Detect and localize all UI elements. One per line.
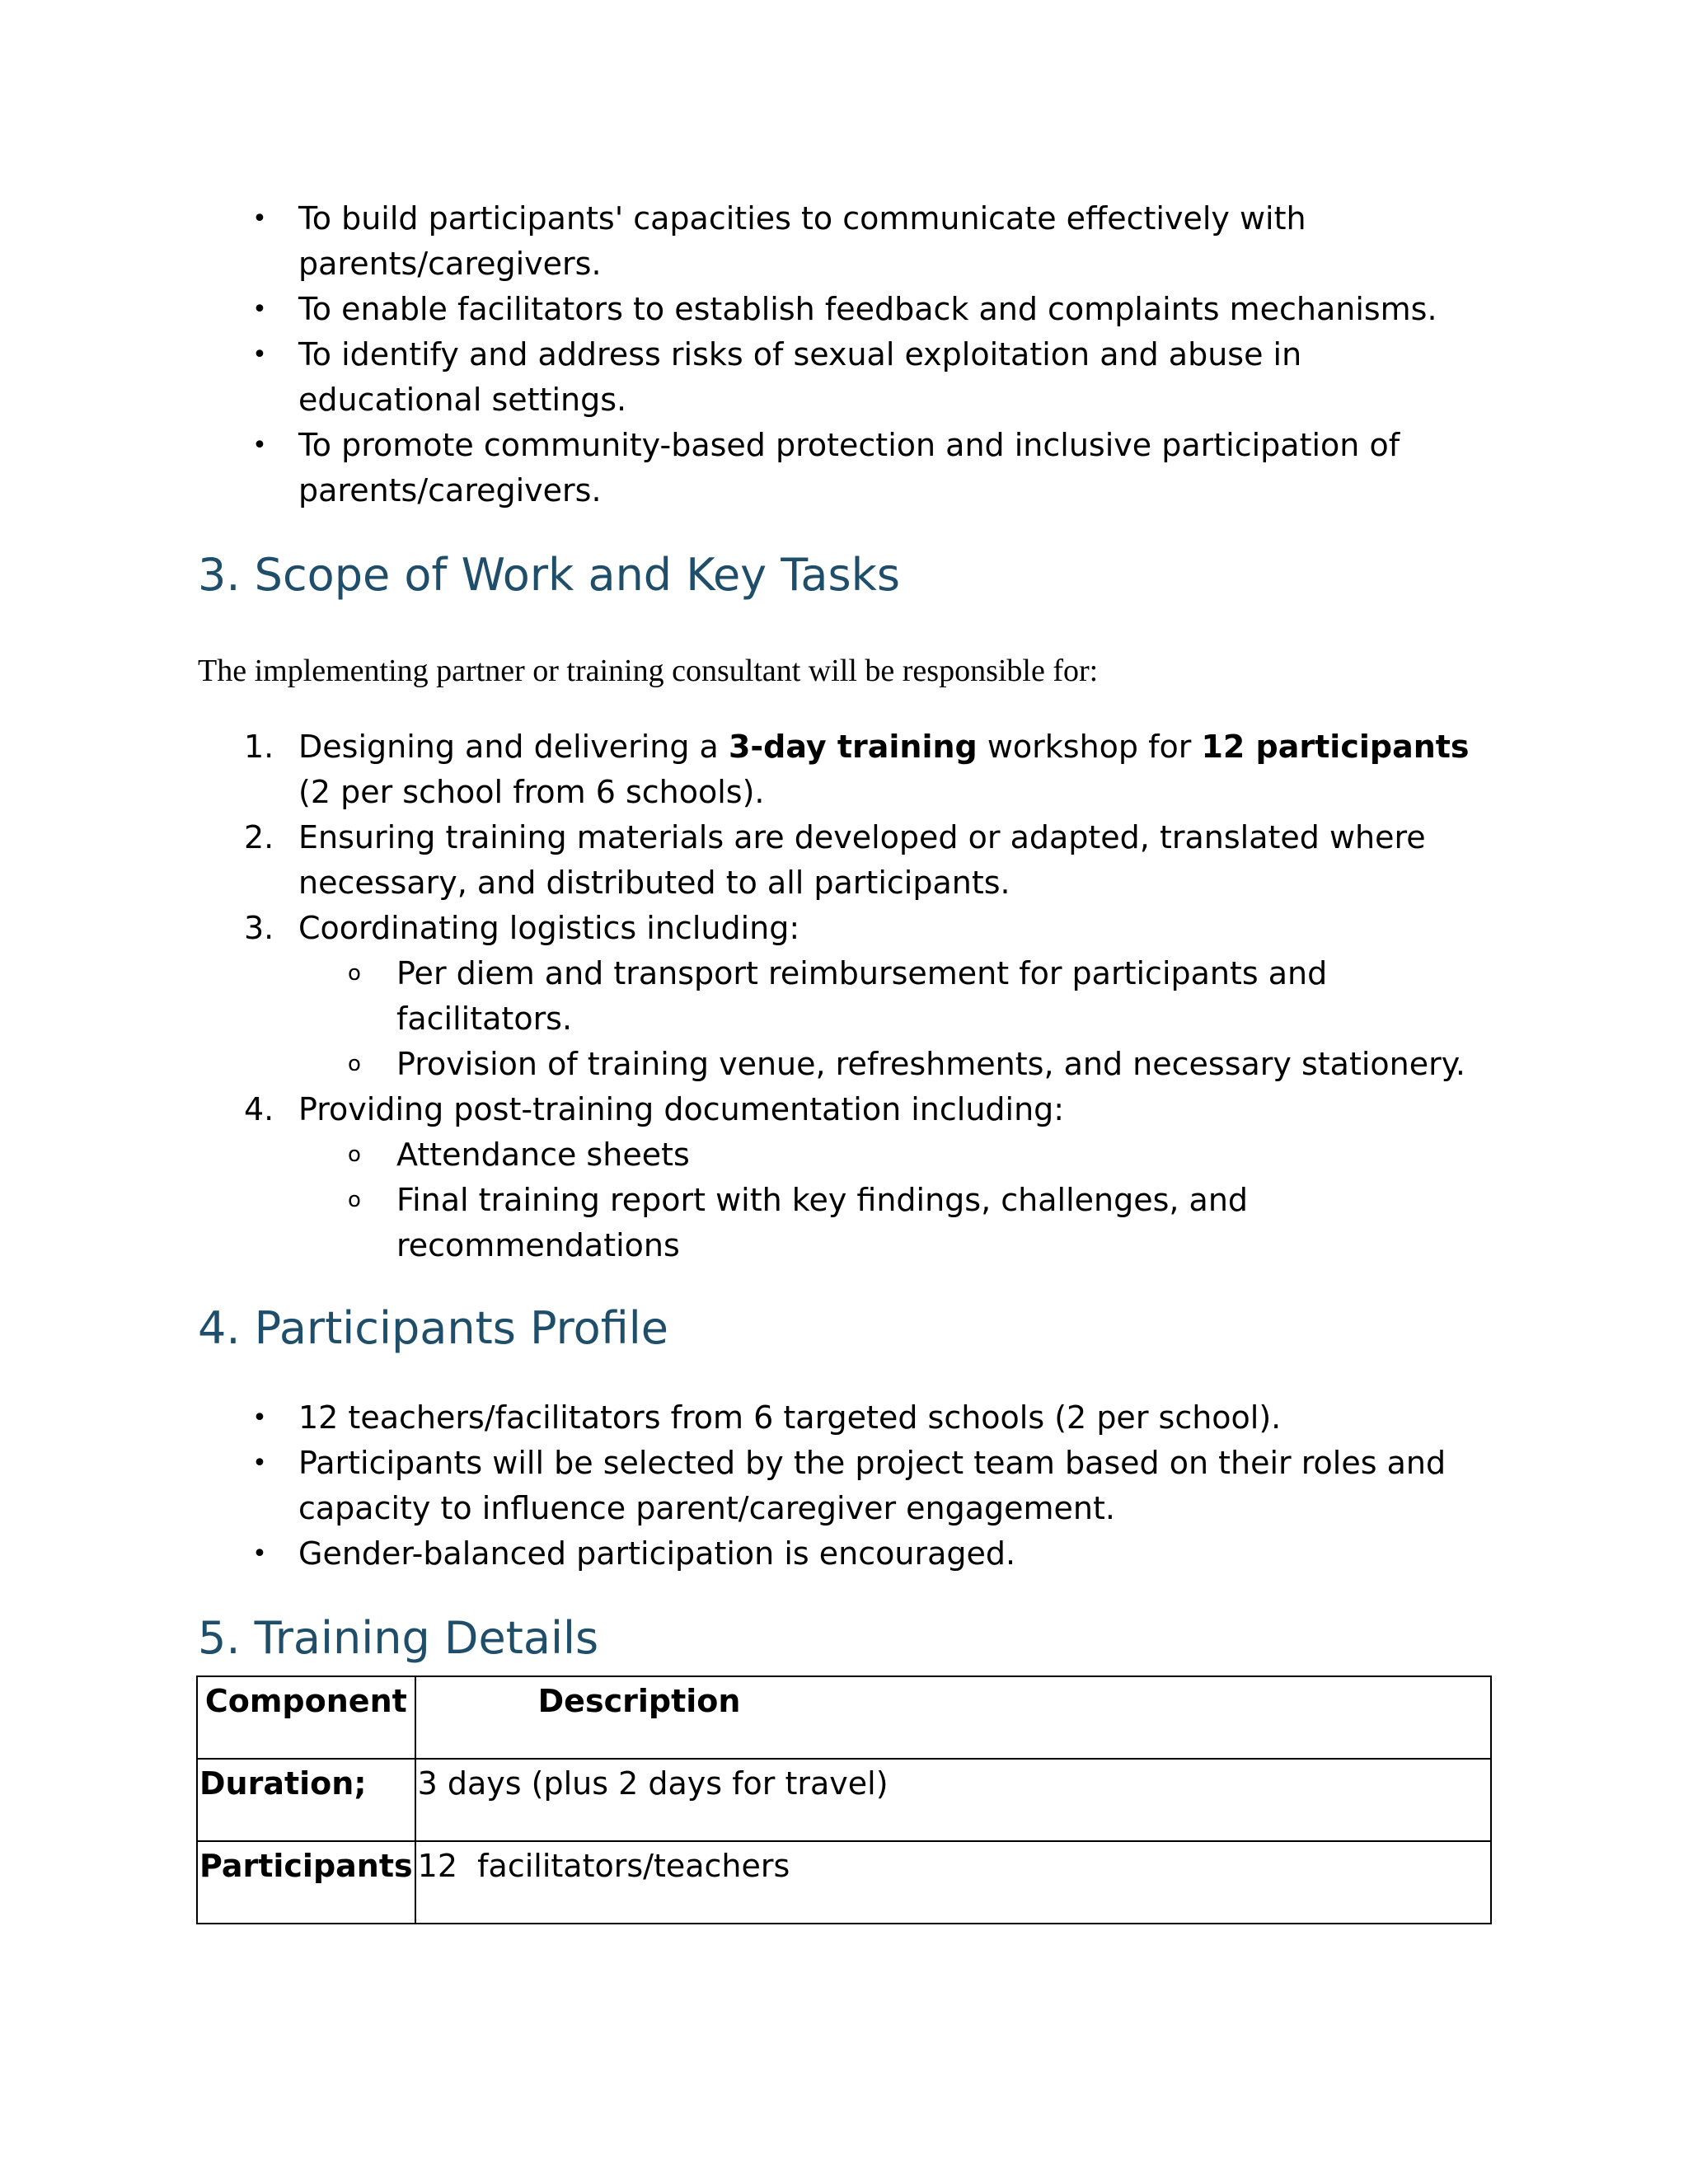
list-item <box>198 815 1484 906</box>
sub-bullet-icon: o <box>348 1188 361 1212</box>
table-header-cell: Component <box>197 1676 415 1759</box>
table-row <box>197 1759 1491 1841</box>
documentation-sublist <box>198 1132 1484 1268</box>
list-item-text: Coordinating logistics including: <box>298 910 800 946</box>
list-item <box>198 1042 1484 1087</box>
table-cell-description: 3 days (plus 2 days for travel) <box>415 1759 1491 1841</box>
objectives-list <box>198 196 1484 513</box>
sub-bullet-icon: o <box>348 961 361 986</box>
training-details-table <box>196 1675 1492 1924</box>
list-item <box>198 423 1484 513</box>
list-item-text: Ensuring training materials are developed or adapted, translated where necessary, and distributed to all participants. <box>298 819 1426 901</box>
table-cell-component: Duration; <box>197 1759 415 1841</box>
list-item <box>198 1087 1484 1132</box>
table-header-cell: Description <box>415 1676 1491 1759</box>
section-5-heading: 5. Training Details <box>198 1612 599 1664</box>
page-content <box>198 196 1484 1924</box>
list-item <box>198 196 1484 287</box>
list-item <box>198 1441 1484 1531</box>
list-item-text: Per diem and transport reimbursement for participants and facilitators. <box>396 955 1328 1037</box>
list-item <box>198 287 1484 332</box>
bullet-icon: • <box>252 431 267 460</box>
sub-bullet-icon: o <box>348 1142 361 1167</box>
table-header-row <box>197 1676 1491 1759</box>
list-number: 2. <box>244 819 274 855</box>
bullet-icon: • <box>252 1540 267 1568</box>
list-item <box>198 951 1484 1042</box>
list-item <box>198 906 1484 951</box>
tasks-list-continued <box>198 1087 1484 1132</box>
bullet-icon: • <box>252 1404 267 1432</box>
task-text-bold-duration: 3-day training <box>728 729 978 765</box>
table-cell-component: Participants <box>197 1841 415 1924</box>
bullet-icon: • <box>252 204 267 233</box>
list-item-text: To build participants' capacities to communicate effectively with parents/caregivers. <box>298 200 1306 282</box>
task-text-post: (2 per school from 6 schools). <box>298 774 765 810</box>
list-item <box>198 1531 1484 1577</box>
section-4-heading: 4. Participants Profile <box>198 1302 668 1354</box>
list-item-text: 12 teachers/facilitators from 6 targeted schools (2 per school). <box>298 1399 1282 1436</box>
list-number: 3. <box>244 910 274 946</box>
list-item <box>198 1395 1484 1441</box>
logistics-sublist <box>198 951 1484 1087</box>
list-item-text: To identify and address risks of sexual exploitation and abuse in educational settings. <box>298 336 1302 418</box>
task-text-pre: Designing and delivering a <box>298 729 729 765</box>
list-item-text: Providing post-training documentation including: <box>298 1091 1065 1127</box>
bullet-icon: • <box>252 1449 267 1478</box>
section-3-intro: The implementing partner or training consultant will be responsible for: <box>198 654 1099 688</box>
list-item-text: Gender-balanced participation is encouraged. <box>298 1535 1016 1572</box>
bullet-icon: • <box>252 295 267 324</box>
list-item-text: Participants will be selected by the project team based on their roles and capacity to influence parent/caregiver engagement. <box>298 1445 1447 1526</box>
task-text-bold-participants: 12 participants <box>1201 729 1470 765</box>
sub-bullet-icon: o <box>348 1052 361 1076</box>
list-item <box>198 724 1484 815</box>
section-3-heading: 3. Scope of Work and Key Tasks <box>198 549 900 601</box>
list-item <box>198 1132 1484 1178</box>
list-number: 1. <box>244 729 274 765</box>
tasks-list <box>198 724 1484 951</box>
table-cell-description: 12 facilitators/teachers <box>415 1841 1491 1924</box>
list-item-text: Provision of training venue, refreshments, and necessary stationery. <box>396 1046 1465 1082</box>
list-item <box>198 1178 1484 1268</box>
list-number: 4. <box>244 1091 274 1127</box>
table-row <box>197 1841 1491 1924</box>
bullet-icon: • <box>252 340 267 369</box>
list-item-text: Final training report with key findings, challenges, and recommendations <box>396 1182 1249 1263</box>
list-item <box>198 332 1484 423</box>
list-item-text: To enable facilitators to establish feedback and complaints mechanisms. <box>298 291 1437 327</box>
list-item-text: To promote community-based protection and inclusive participation of parents/caregivers. <box>298 427 1400 509</box>
task-text-mid: workshop for <box>977 729 1202 765</box>
list-item-text: Attendance sheets <box>396 1137 690 1173</box>
participants-list <box>198 1395 1484 1577</box>
